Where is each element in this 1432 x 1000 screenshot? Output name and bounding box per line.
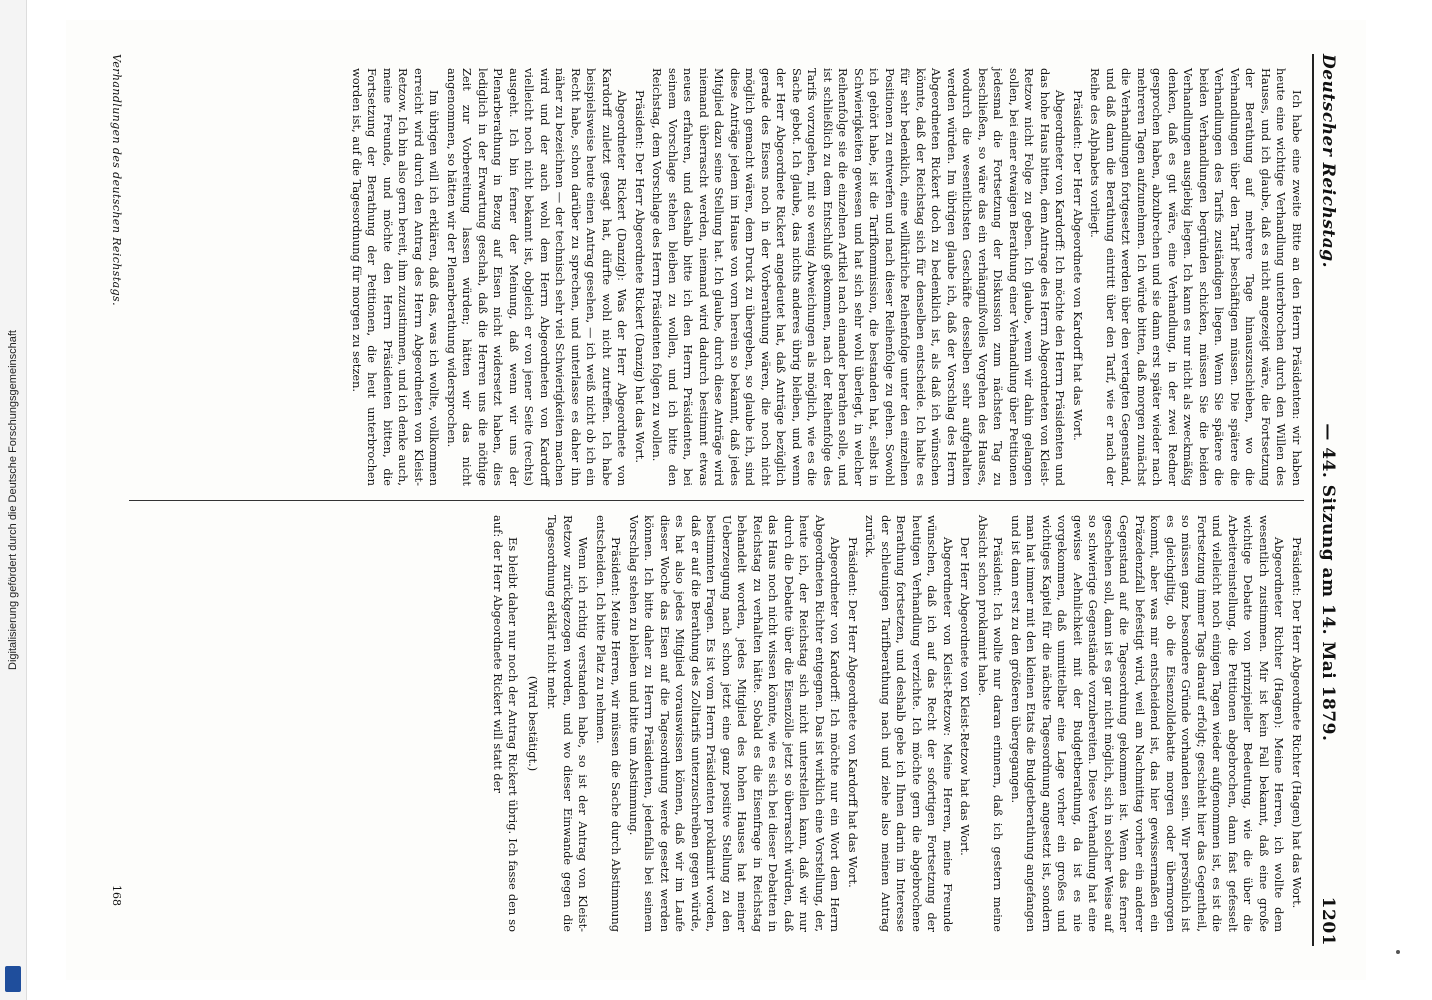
right-column	[129, 500, 1304, 946]
paragraph: Abgeordneter von Kardorff: Ich möchte den Herrn Präsidenten und das hohe Haus bitten, dem Antrage des Herrn Abgeordneten von Kleist-Retzow nicht Folge zu geben. Ich glaube, wenn wir dahin gelangen sollen, bei einer etwaigen Berathung einer Verhandlung über Petitionen jedesmal die Fortsetzung der Diskussion zum nächsten Tag zu beschließen, so wäre das ein verhängnißvolles Vorgehen des Hauses, wodurch die wesentlichsten Geschäfte desselben sehr aufgehalten werden würden. Im übrigen glaube ich, daß der Vorschlag des Herrn Abgeordneten Rickert doch zu bedenklich ist, als daß ich wünschen könnte, daß der Reichstag sich für denselben entscheide. Ich halte es für sehr bedenklich, eine willkürliche Reihenfolge unter den einzelnen Positionen zu entwerfen und nach dieser Reihenfolge zu gehen. Sowohl ich gehört habe, ist die Tarifkommission, die bestanden hat, selbst in Schwierigkeiten gewesen und hat sich sehr wohl überlegt, in welcher Reihenfolge sie die einzelnen Artikel nach einander berathen solle, und ist schließlich zu dem Entschluß gekommen, nach der Reihenfolge des Tarifs vorzugehen, mit so wenig Abweichungen als möglich, wie es die Sache gebot. Ich glaube, das nichts anderes übrig bleiben, und wenn der Herr Abgeordnete Rickert angedeutet hat, daß Anträge bezüglich gerade des Eisens noch in der Vorberathung wären, die noch nicht möglich gemacht wären, dem Druck zu übergeben, so glaube ich, sind diese Anträge jedem im Hause von vorn herein so bekannt, daß jedes Mitglied dazu seine Stellung hat. Ich glaube, durch diese Anträge wird niemand überrascht werden, niemand wird dadurch bestimmt etwas neues erfahren, und deshalb bitte ich den Herrn Präsidenten, bei seinem Vorschlage stehen bleiben zu wollen, und ich bitte den Reichstag, dem Vorschlage des Herrn Präsidenten folgen zu wollen.	[650, 68, 1068, 486]
rotated-document-page	[66, 20, 1366, 980]
paragraph: Präsident: Der Herr Abgeordnete Richter (Hagen) hat das Wort.	[1290, 537, 1304, 909]
paragraph: Abgeordneter von Kardorff: Ich möchte nur ein Wort dem Herrn Abgeordneten Richter entgegnen. Das ist wirklich eine Vorstellung, der, heute ich, der Reichstag sich nicht unterstellen kann, daß wir nur durch die Debatte über die Eisenzölle jetzt so überrascht würden, daß das Haus noch nicht wissen könnte, wie es sich bei dieser Debatten in Reichstag zu verhalten hätte. Sobald es die Eisenfrage in Reichstag behandelt worden, jedes Mitglied des hohen Hauses hat meiner Ueberzeugung nach schon jetzt eine ganz positive Stellung zu den bestimmten Fragen. Es ist vom Herrn Präsidenten proklamirt worden, daß er auf die Berathung des Zolltarifs unterzuschreiben gegen würde, es hat also jedes Mitglied vorauswissen können, daß wir im Laufe dieser Woche das Eisen auf die Tagesordnung werde gesetzt werden können. Ich bitte daher zu Herrn Präsidenten, jedenfalls bei seinem Vorschlag stehen zu bleiben und bitte um Abstimmung.	[627, 515, 843, 932]
paragraph: Es bleibt daher nur noch der Antrag Rickert übrig. Ich fasse den so auf: der Herr Abgeordnete Rickert will statt der	[491, 515, 521, 932]
left-column	[129, 54, 1304, 500]
header-page-number: 1201	[1318, 896, 1338, 946]
header-journal: Deutscher Reichstag.	[1318, 54, 1338, 269]
paragraph: Ich habe eine zweite Bitte an den Herrn Präsidenten: wir haben heute eine wichtige Verhandlung unterbrochen durch den Willen des Hauses, und ich glaube, daß es nicht angezeigt wäre, die Fortsetzung der Berathung auf mehrere Tage hinauszuschieben, wo die Verhandlungen über den Tarif beschäftigen müssen. Die spätere die Verhandlungen des Tarifs zuständigen liegen. Wenn Sie spätere die beiden Verhandlungen begründen schicken, müssen Sie die beiden Verhandlungen ausgiebig liegen. Ich kann es nur nicht als zweckmäßig denken, daß es gut wäre, eine Verhandlung, in der zwei Redner gesprochen haben, abzubrechen und sie dann erst später wieder nach mehreren Tagen aufzunehmen. Ich würde bitten, daß morgen zunächst die Verhandlungen fortgesetzt werden über den vertagten Gegenstand, und daß dann die Berathung eintritt über den Tarif, wie er nach der Reihe des Alphabets vorliegt.	[1088, 68, 1304, 486]
paragraph: Abgeordneter Rickert (Danzig): Was der Herr Abgeordnete von Kardorff zuletzt gesagt hat, dürfte wohl nicht zutreffen. Ich habe beispielsweise heute einen Antrag gesehen, — ich weiß nicht ob ich ein Recht habe, schon darüber zu sprechen, und unterlasse es daher ihn näher zu bezeichnen — der technisch sehr viel Schwierigkeiten machen wird und der auch wohl dem Herrn Abgeordneten von Kardorff vielleicht noch nicht bekannt ist, obgleich er von jener Seite (rechts) ausgeht. Ich bin ferner der Meinung, daß wenn wir uns der Plenarberathung in Bezug auf Eisen nicht widersetzt haben, dies lediglich in der Erwartung geschah, daß die Herren uns die nöthige Zeit zur Vorbereitung lassen würden; hätten wir das nicht angenommen, so hätten wir der Plenarberathung widersprochen.	[445, 68, 630, 486]
paragraph: Abgeordneter Richter (Hagen): Meine Herren, ich wollte dem wesentlich zustimmen. Mir ist kein Fall bekannt, daß eine große wichtige Debatte von prinzipieller Bedeutung, wie die über die Arbeitereinstellung, die Petitionen abgebrochen, dann fast gefesselt und vielleicht noch einigen Tagen wieder aufgenommen ist, es ist die Fortsetzung immer Tags darauf erfolgt; geschieht hier das Gegentheil, so müssen ganz besondere Gründe vorhanden sein. Wir persönlich ist es gleichgiltig, ob die Eisenzolldebatte morgen oder übermorgen kommt, aber was mir entscheidend ist, das hier gewissermaßen ein Präzedenzfall befestigt wird, weil am Nachmittag vorher ein anderer Gegenstand auf die Tagesordnung gekommen ist. Wenn das ferner geschehen soll, dann ist es gar nicht möglich, sich in solcher Weise auf so schwierige Gegenstände vorzubereiten. Diese Verhandlung hat eine gewisse Aehnlichkeit mit der Budgetberathung, da ist es nie vorgekommen, daß unmittelbar eine Lage vorher ein großes und wichtiges Kapitel für die nächste Tagesordnung angesetzt ist, sondern man hat immer mit den kleinen Etats die Budgetberathung angefangen und ist dann erst zu den größeren übergegangen.	[1009, 515, 1287, 932]
paragraph: (Wird bestätigt.)	[526, 675, 540, 772]
paragraph: Präsident: Der Herr Abgeordnete Rickert (Danzig) hat das Wort.	[633, 90, 647, 463]
paragraph: Wenn ich richtig verstanden habe, so ist der Antrag von Kleist-Retzow zurückgezogen worden, und wo dieser Einwande gegen die Tagesordnung erklärt nicht mehr.	[545, 515, 591, 932]
paragraph: Präsident: Der Herr Abgeordnete von Kardorff hat das Wort.	[1071, 90, 1085, 441]
footer-title: Verhandlungen des deutschen Reichstags.	[110, 54, 123, 306]
paragraph: Der Herr Abgeordnete von Kleist-Retzow hat das Wort.	[958, 537, 973, 856]
paragraph: Präsident: Meine Herren, wir müssen die Sache durch Abstimmung entscheiden. Ich bitte Platz zu nehmen.	[594, 515, 624, 932]
page-footer	[110, 54, 123, 946]
paragraph: Im übrigen will ich erklären, daß das, was ich wollte, vollkommen erreicht wird durch den Antrag des Herrn Abgeordneten von Kleist-Retzow. Ich bin also gern bereit, ihm zuzustimmen, und ich denke auch, meine Freunde, und möchte den Herrn Präsidenten bitten, die Fortsetzung der Berathung der Petitionen, die heut unterbrochen worden ist, auf die Tagesordnung für morgen zu setzen.	[350, 68, 442, 486]
scan-dot	[1396, 950, 1400, 954]
page-header	[1312, 54, 1338, 946]
header-session: — 44. Sitzung am 14. Mai 1879.	[1318, 423, 1338, 742]
dfg-logo-icon	[5, 966, 21, 992]
digitization-note: Digitalisierung gefördert durch die Deutsche Forschungsgemeinschaft	[7, 330, 19, 670]
paragraph: Abgeordneter von Kleist-Retzow: Meine Herren, meine Freunde wünschen, daß ich auf das Recht der sofortigen Fortsetzung der heutigen Verhandlung verzichte. Ich möchte gern die abgebrochene Berathung fortsetzen, und deshalb gebe ich Ihnen darin im Interesse der schleunigen Tarifberathung nach und ziehe also meinen Antrag zurück.	[863, 515, 955, 932]
margin-strip	[0, 0, 27, 1000]
footer-signature-number: 168	[110, 885, 123, 906]
paragraph: Präsident: Ich wollte nur daran erinnern, daß ich gestern meine Absicht schon proklamirt habe.	[976, 515, 1006, 932]
paragraph: Präsident: Der Herr Abgeordnete von Kardorff hat das Wort.	[846, 537, 860, 888]
